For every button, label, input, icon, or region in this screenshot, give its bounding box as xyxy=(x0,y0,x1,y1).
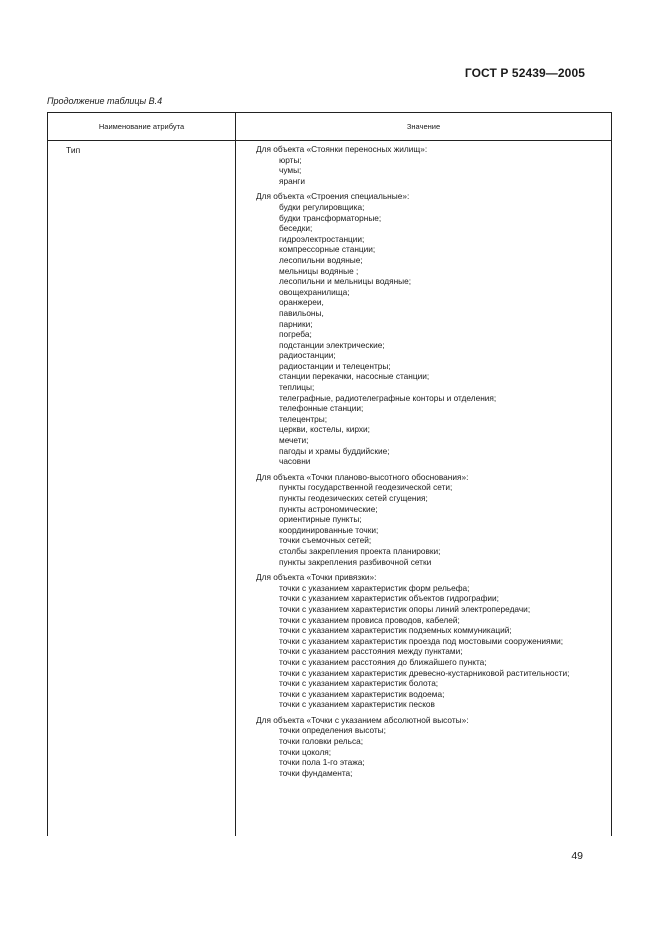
value-item: компрессорные станции; xyxy=(279,244,376,255)
value-item: часовни xyxy=(279,456,311,467)
value-item: пункты геодезических сетей сгущения; xyxy=(279,493,428,503)
value-group-title: Для объекта «Точки привязки»: xyxy=(256,572,377,583)
value-item: мечети; xyxy=(279,435,309,446)
value-item: лесопильни водяные; xyxy=(279,254,363,265)
value-item: теплицы; xyxy=(279,382,315,393)
value-item: столбы закрепления проекта планировки; xyxy=(279,545,441,556)
value-item: будки регулировщика; xyxy=(279,201,365,212)
value-item: будки трансформаторные; xyxy=(279,212,382,223)
value-item: точки фундамента; xyxy=(279,767,353,778)
value-item: точки с указанием характеристик древесно-кустарниковой растительности; xyxy=(279,667,570,678)
column-header-attribute: Наименование атрибута xyxy=(98,122,185,131)
value-item: пагоды и храмы буддийские; xyxy=(279,445,390,456)
document-header: ГОСТ Р 52439—2005 xyxy=(464,66,585,80)
value-group xyxy=(256,572,607,710)
value-item: точки с указанием характеристик водоема; xyxy=(279,688,445,699)
table-header xyxy=(48,113,611,141)
value-item: оранжереи, xyxy=(279,297,324,308)
value-item: лесопильни и мельницы водяные; xyxy=(279,276,412,287)
value-item: яранги xyxy=(279,175,305,186)
value-item: точки съемочных сетей; xyxy=(279,535,372,546)
value-item: точки с указанием расстояния до ближайшего пункта; xyxy=(279,656,487,667)
attribute-values xyxy=(256,144,607,783)
value-group xyxy=(256,472,607,567)
value-item: радиостанции; xyxy=(279,350,336,361)
value-item: координированные точки; xyxy=(279,524,379,535)
value-item: пункты астрономические; xyxy=(279,503,378,514)
value-group xyxy=(256,715,607,779)
value-item: чумы; xyxy=(279,165,302,176)
value-item: телецентры; xyxy=(279,413,328,424)
value-item: точки с указанием характеристик проезда под мостовыми сооружениями; xyxy=(279,635,564,646)
value-item: точки головки рельса; xyxy=(279,736,364,747)
attribute-table xyxy=(47,112,612,836)
value-item: беседки; xyxy=(279,223,313,234)
value-item: точки с указанием характеристик болота; xyxy=(279,678,439,689)
value-item: пункты закрепления разбивочной сетки xyxy=(279,556,432,567)
value-item: точки с указанием провиса проводов, кабелей; xyxy=(279,614,460,625)
value-item: точки цоколя; xyxy=(279,746,332,757)
value-item: парники; xyxy=(279,318,313,329)
value-item: точки с указанием расстояния между пунктами; xyxy=(279,646,463,657)
table-caption: Продолжение таблицы В.4 xyxy=(47,96,163,106)
value-group-title: Для объекта «Точки планово-высотного обоснования»: xyxy=(256,471,469,482)
value-item: точки с указанием характеристик опоры линий электропередачи; xyxy=(279,603,531,614)
value-group xyxy=(256,144,607,186)
value-group-title: Для объекта «Стоянки переносных жилищ»: xyxy=(256,144,428,154)
value-item: овощехранилища; xyxy=(279,286,350,297)
value-item: подстанции электрические; xyxy=(279,339,385,350)
value-item: точки с указанием характеристик форм рельефа; xyxy=(279,582,470,593)
attribute-name: Тип xyxy=(66,145,81,155)
value-group-title: Для объекта «Строения специальные»: xyxy=(256,191,410,202)
value-item: пункты государственной геодезической сети; xyxy=(279,482,453,493)
page-number: 49 xyxy=(571,850,583,862)
value-item: точки пола 1-го этажа; xyxy=(279,757,365,768)
value-item: точки с указанием характеристик песков xyxy=(279,699,435,710)
column-divider xyxy=(235,113,236,836)
value-item: радиостанции и телецентры; xyxy=(279,360,391,371)
value-item: телефонные станции; xyxy=(279,403,364,414)
value-item: церкви, костелы, кирхи; xyxy=(279,424,370,435)
value-item: погреба; xyxy=(279,329,312,340)
value-group xyxy=(256,191,607,466)
value-item: ориентирные пункты; xyxy=(279,514,362,525)
value-item: телеграфные, радиотелеграфные конторы и отделения; xyxy=(279,392,497,403)
value-group-title: Для объекта «Точки с указанием абсолютной высоты»: xyxy=(256,714,469,725)
value-item: павильоны, xyxy=(279,307,324,318)
value-item: юрты; xyxy=(279,154,302,165)
value-item: гидроэлектростанции; xyxy=(279,233,365,244)
value-item: станции перекачки, насосные станции; xyxy=(279,371,430,382)
value-item: точки с указанием характеристик подземных коммуникаций; xyxy=(279,625,512,636)
value-item: мельницы водяные ; xyxy=(279,265,359,276)
column-header-value: Значение xyxy=(406,122,441,131)
value-item: точки с указанием характеристик объектов гидрографии; xyxy=(279,593,499,604)
value-item: точки определения высоты; xyxy=(279,725,386,736)
